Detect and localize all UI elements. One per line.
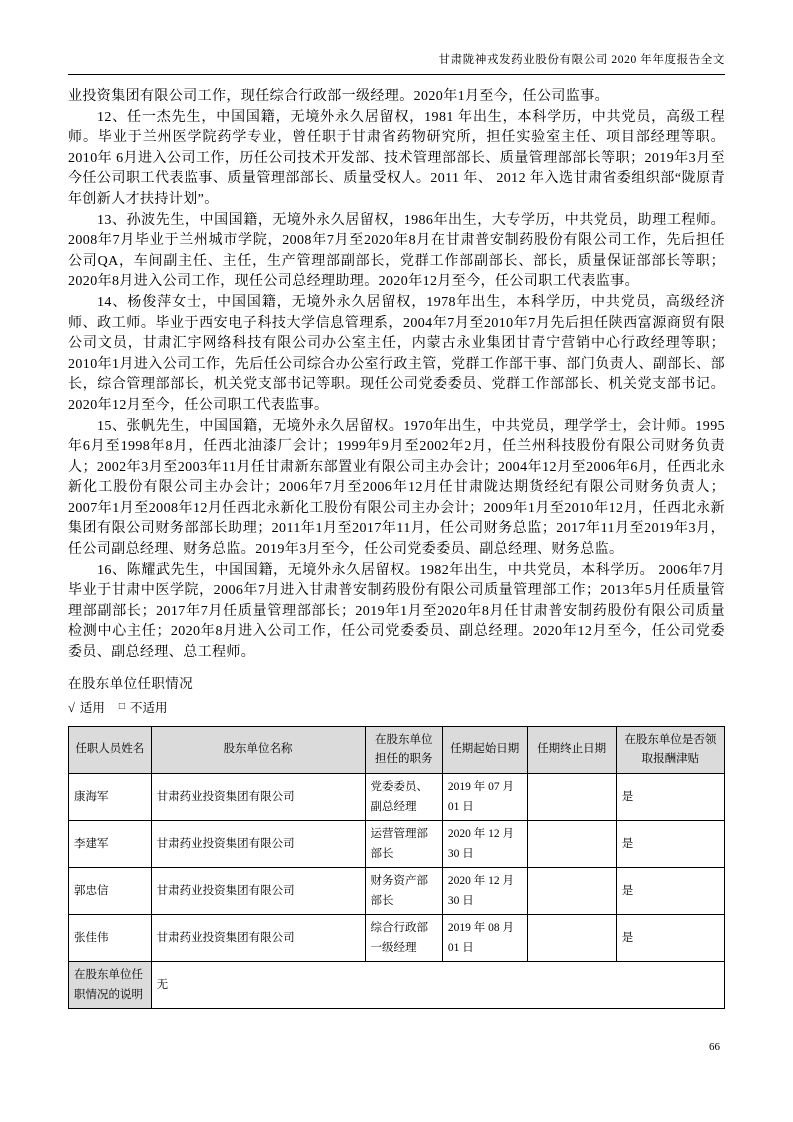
applicable-label: 适用	[79, 700, 105, 715]
shareholder-positions-table	[68, 726, 725, 1009]
cell-position: 财务资产部部长	[365, 867, 442, 914]
body-paragraph-15: 15、张帆先生，中国国籍，无境外永久居留权。1970年出生，中共党员，理学学士，会计师。1995年6月至1998年8月，任西北油漆厂会计；1999年9月至2002年2月，任兰州科技股份有限公司财务负责人；2002年3月至2003年11月任甘肃新东部置业有限公司主办会计；2004年12月至2006年6月，任西北永新化工股份有限公司主办会计；2006年7月至2006年12月任甘肃陇达期货经纪有限公司财务负责人；2007年1月至2008年12月任西北永新化工股份有限公司主办会计；2009年1月至2010年12月，任西北永新集团有限公司财务部部长助理；2011年1月至2017年11月，任公司财务总监；2017年11月至2019年3月，任公司副总经理、财务总监。2019年3月至今，任公司党委委员、副总经理、财务总监。	[68, 418, 725, 558]
section-heading: 在股东单位任职情况	[68, 675, 194, 691]
cell-paid-allowance: 是	[616, 773, 724, 820]
table-header-row	[69, 726, 725, 773]
body-paragraph-12: 12、任一杰先生，中国国籍，无境外永久居留权，1981 年出生，本科学历，中共党员，高级工程师。毕业于兰州医学院药学专业，曾任职于甘肃省药物研究所，担任实验室主任、项目部经理等职。2010年 6月进入公司工作，历任公司技术开发部、技术管理部部长、质量管理部部长等职；2019年3月至今任公司职工代表监事、质量管理部部长、质量受权人。2011 年、 2012 年入选甘肃省委组织部“陇原青年创新人才扶持计划”。	[68, 109, 725, 207]
cell-paid-allowance: 是	[616, 820, 724, 867]
cell-start-date: 2019 年 08 月 01 日	[442, 914, 527, 961]
cell-start-date: 2020 年 12 月 30 日	[442, 820, 527, 867]
not-applicable-checkbox-icon: □	[118, 700, 125, 712]
body-text	[68, 87, 725, 664]
body-paragraph-continuation: 业投资集团有限公司工作，现任综合行政部一级经理。2020年1月至今，任公司监事。	[68, 89, 609, 104]
table-row	[69, 914, 725, 961]
header-divider	[68, 74, 725, 75]
cell-end-date	[527, 773, 616, 820]
cell-person-name: 张佳伟	[69, 914, 152, 961]
note-value-cell: 无	[151, 961, 724, 1008]
cell-start-date: 2019 年 07 月 01 日	[442, 773, 527, 820]
header-cell-start-date: 任期起始日期	[442, 726, 527, 773]
table-note-row	[69, 961, 725, 1008]
cell-paid-allowance: 是	[616, 914, 724, 961]
cell-shareholder-unit: 甘肃药业投资集团有限公司	[151, 773, 365, 820]
page-number: 66	[709, 1041, 720, 1053]
cell-person-name: 李建军	[69, 820, 152, 867]
applicability-line	[68, 699, 725, 717]
body-paragraph-16: 16、陈耀武先生，中国国籍，无境外永久居留权。1982年出生，中共党员，本科学历。 2006年7月毕业于甘肃中医学院，2006年7月进入甘肃普安制药股份有限公司质量管理部工作；2013年5月任质量管理部副部长；2017年7月任质量管理部部长；2019年1月至2020年8月任甘肃普安制药股份有限公司质量检测中心主任；2020年8月进入公司工作，任公司党委委员、副总经理。2020年12月至今，任公司党委委员、副总经理、总工程师。	[68, 562, 725, 661]
header-cell-end-date: 任期终止日期	[527, 726, 616, 773]
table-row	[69, 820, 725, 867]
cell-paid-allowance: 是	[616, 867, 724, 914]
body-paragraph-14: 14、杨俊萍女士，中国国籍，无境外永久居留权，1978年出生，本科学历，中共党员，高级经济师、政工师。毕业于西安电子科技大学信息管理系，2004年7月至2010年7月先后担任陕西富源商贸有限公司文员，甘肃汇宇网络科技有限公司办公室主任，内蒙古永业集团甘青宁营销中心行政经理等职；2010年1月进入公司工作，先后任公司综合办公室行政主管，党群工作部干事、部门负责人、副部长、部长，综合管理部部长，机关党支部书记等职。现任公司党委委员、党群工作部部长、机关党支部书记。2020年12月至今，任公司职工代表监事。	[68, 294, 725, 413]
cell-position: 运营管理部部长	[365, 820, 442, 867]
header-cell-person-name: 任职人员姓名	[69, 726, 152, 773]
not-applicable-label: 不适用	[129, 700, 168, 715]
body-paragraph-13: 13、孙波先生，中国国籍，无境外永久居留权，1986年出生，大专学历，中共党员，助理工程师。2008年7月毕业于兰州城市学院，2008年7月至2020年8月在甘肃普安制药股份有限公司工作，先后担任公司QA，车间副主任、主任，生产管理部副部长，党群工作部副部长、部长，质量保证部部长等职；2020年8月进入公司工作，现任公司总经理助理。2020年12月至今，任公司职工代表监事。	[68, 212, 725, 290]
cell-shareholder-unit: 甘肃药业投资集团有限公司	[151, 820, 365, 867]
cell-position: 党委委员、副总经理	[365, 773, 442, 820]
table-row	[69, 773, 725, 820]
cell-person-name: 郭忠信	[69, 867, 152, 914]
cell-shareholder-unit: 甘肃药业投资集团有限公司	[151, 914, 365, 961]
applicable-check-icon: √	[68, 700, 75, 715]
note-label-cell: 在股东单位任职情况的说明	[69, 961, 152, 1008]
header-cell-position: 在股东单位担任的职务	[365, 726, 442, 773]
cell-person-name: 康海军	[69, 773, 152, 820]
cell-end-date	[527, 914, 616, 961]
cell-end-date	[527, 867, 616, 914]
page-header-title: 甘肃陇神戎发药业股份有限公司 2020 年年度报告全文	[438, 54, 725, 66]
header-cell-paid-allowance: 在股东单位是否领取报酬津贴	[616, 726, 724, 773]
header-cell-shareholder-unit: 股东单位名称	[151, 726, 365, 773]
table-row	[69, 867, 725, 914]
cell-position: 综合行政部一级经理	[365, 914, 442, 961]
cell-end-date	[527, 820, 616, 867]
cell-shareholder-unit: 甘肃药业投资集团有限公司	[151, 867, 365, 914]
cell-start-date: 2020 年 12 月 30 日	[442, 867, 527, 914]
